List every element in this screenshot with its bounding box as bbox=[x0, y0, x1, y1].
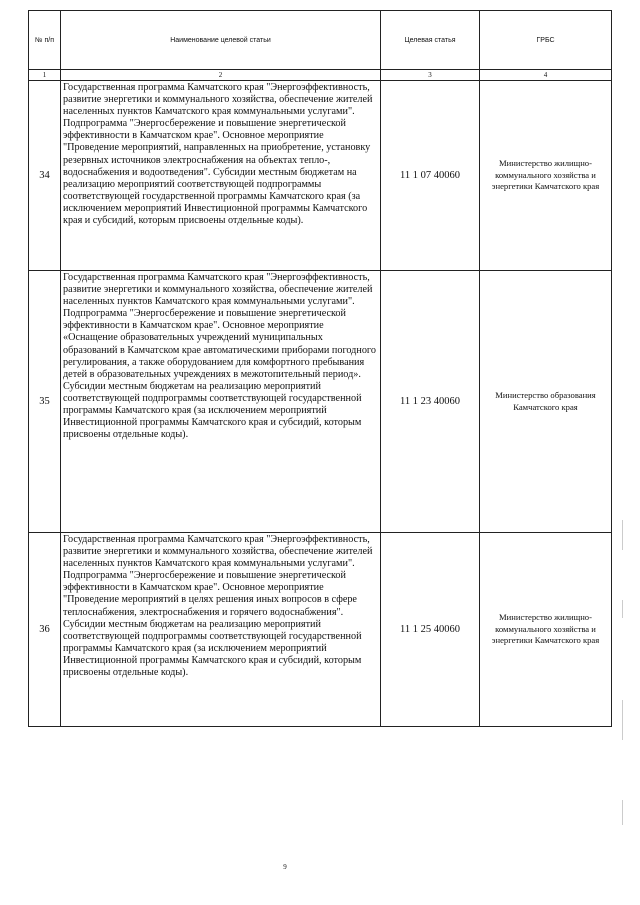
scan-edge-mark bbox=[622, 700, 623, 740]
table-header-row bbox=[29, 11, 612, 70]
row-target-code: 11 1 23 40060 bbox=[381, 271, 480, 533]
row-grbs: Министерство образования Камчатского края bbox=[480, 271, 612, 533]
row-number: 34 bbox=[29, 81, 61, 271]
header-target-article: Целевая статья bbox=[381, 11, 480, 70]
column-numbers-row bbox=[29, 70, 612, 81]
column-number: 4 bbox=[480, 70, 612, 81]
scan-edge-mark bbox=[622, 600, 623, 618]
header-number: № п/п bbox=[29, 11, 61, 70]
row-description: Государственная программа Камчатского края "Энергоэффективность, развитие энергетики и коммунального хозяйства, обеспечение жителей населенных пунктов Камчатского края коммунальными услугами". Подпрограмма "Энергосбережение и повышение энергетической эффективности в Камчатском крае". Основное мероприятие "Проведение мероприятий, направленных на приобретение, установку резервных источников электроснабжения на объектах тепло-, водоснабжения и водоотведения". Субсидии местным бюджетам на реализацию мероприятий соответствующей подпрограммы соответствующей государственной программы Камчатского края (за исключением мероприятий Инвестиционной программы Камчатского края и субсидий, которым присвоены отдельные коды). bbox=[61, 81, 381, 271]
column-number: 2 bbox=[61, 70, 381, 81]
row-number: 35 bbox=[29, 271, 61, 533]
row-number: 36 bbox=[29, 533, 61, 727]
header-article-name: Наименование целевой статьи bbox=[61, 11, 381, 70]
target-articles-table bbox=[28, 10, 612, 727]
table-row bbox=[29, 533, 612, 727]
scan-edge-mark bbox=[622, 800, 623, 825]
column-number: 1 bbox=[29, 70, 61, 81]
table-row bbox=[29, 81, 612, 271]
table-row bbox=[29, 271, 612, 533]
scan-edge-mark bbox=[622, 520, 623, 550]
row-grbs: Министерство жилищно-коммунального хозяйства и энергетики Камчатского края bbox=[480, 533, 612, 727]
row-target-code: 11 1 25 40060 bbox=[381, 533, 480, 727]
row-target-code: 11 1 07 40060 bbox=[381, 81, 480, 271]
row-description: Государственная программа Камчатского края "Энергоэффективность, развитие энергетики и коммунального хозяйства, обеспечение жителей населенных пунктов Камчатского края коммунальными услугами". Подпрограмма "Энергосбережение и повышение энергетической эффективности в Камчатском крае". Основное мероприятие "Проведение мероприятий в целях решения иных вопросов в сфере теплоснабжения, электроснабжения и горячего водоснабжения". Субсидии местным бюджетам на реализацию мероприятий соответствующей подпрограммы соответствующей государственной программы Камчатского края (за исключением мероприятий Инвестиционной программы Камчатского края и субсидий, которым присвоены отдельные коды). bbox=[61, 533, 381, 727]
header-grbs: ГРБС bbox=[480, 11, 612, 70]
page-number: 9 bbox=[283, 863, 287, 871]
row-grbs: Министерство жилищно-коммунального хозяйства и энергетики Камчатского края bbox=[480, 81, 612, 271]
column-number: 3 bbox=[381, 70, 480, 81]
row-description: Государственная программа Камчатского края "Энергоэффективность, развитие энергетики и коммунального хозяйства, обеспечение жителей населенных пунктов Камчатского края коммунальными услугами". Подпрограмма "Энергосбережение и повышение энергетической эффективности в Камчатском крае". Основное мероприятие «Оснащение образовательных учреждений муниципальных образований в Камчатском крае автоматическими приборами погодного регулирования, а также оборудованием для комфортного пребывания детей в образовательных учреждениях в межотопительный период». Субсидии местным бюджетам на реализацию мероприятий соответствующей подпрограммы соответствующей государственной программы Камчатского края (за исключением мероприятий Инвестиционной программы Камчатского края и субсидий, которым присвоены отдельные коды). bbox=[61, 271, 381, 533]
